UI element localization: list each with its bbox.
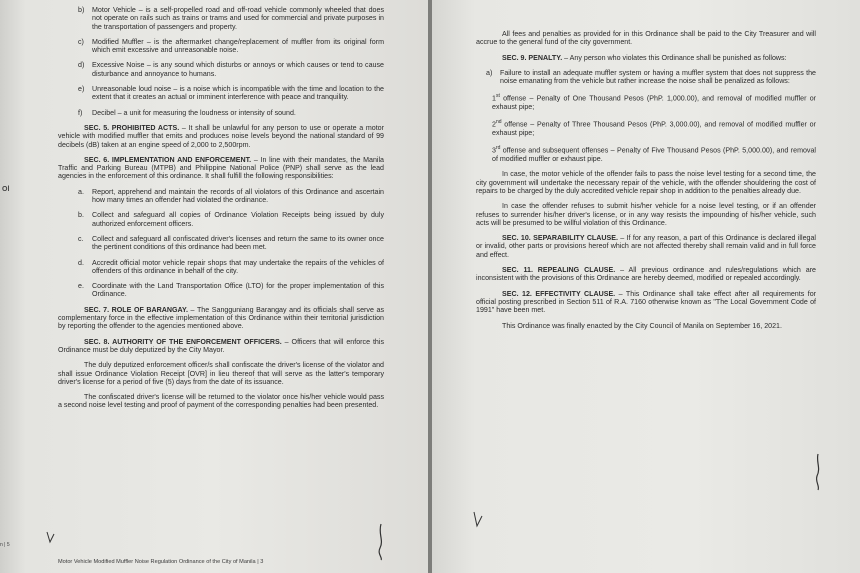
offense-text: offense and subsequent offenses – Penalty of Five Thousand Pesos (PhP. 5,000.00), and removal of modified muffler or exhaust pipe. <box>492 146 816 164</box>
case-paragraph-2: In case the offender refuses to submit his/her vehicle for a noise level testing, or if an offender refuses to surrender his/her driver's license, or in any way resists the impounding of his/her vehicle, such acts will be presumed to be willful violation of this Ordinance. <box>476 202 816 227</box>
responsibility-item-text: Collect and safeguard all confiscated driver's licenses and return the same to its owner once the pertinent conditions of this ordinance had been met. <box>92 234 384 252</box>
offense-penalty <box>492 144 816 163</box>
sec11-heading: SEC. 11. REPEALING CLAUSE. <box>502 266 616 275</box>
responsibility-item-text: Coordinate with the Land Transportation Office (LTO) for the proper implementation of this Ordinance. <box>92 282 384 299</box>
definition-item-label: c) <box>78 37 84 46</box>
sec6-text: – In line with their mandates, the Manila Traffic and Parking Bureau (MTPB) and Philippine National Police (PNP) shall serve as the lead agencies in the enforcement of this ordinance. It shall fulfill the following responsibilities: <box>58 155 384 181</box>
offense-ordinal-suffix: st <box>495 93 500 100</box>
definition-item <box>78 109 384 117</box>
sec9-paragraph <box>476 54 816 62</box>
definition-item <box>78 6 384 31</box>
definition-item-label: f) <box>78 108 83 117</box>
offense-ordinal: 2 <box>492 120 496 129</box>
fees-paragraph: All fees and penalties as provided for in this Ordinance shall be paid to the City Treasurer and will accrue to the general fund of the city government. <box>476 30 816 47</box>
page-edge-number: n | 5 <box>0 542 10 548</box>
responsibility-item-text: Collect and safeguard all copies of Ordinance Violation Receipts being issued by duly authorized enforcement officers. <box>92 211 384 228</box>
responsibility-item <box>78 211 384 228</box>
sec5-heading: SEC. 5. PROHIBITED ACTS. <box>84 123 180 132</box>
offense-penalty <box>492 92 816 111</box>
responsibility-item-label: a. <box>78 187 84 196</box>
definition-item-label: d) <box>78 61 85 70</box>
sec8-paragraph-2: The duly deputized enforcement officer/s shall confiscate the driver's license of the violator and shall issue Ordinance Violation Receipt [OVR] in lieu thereof that will serve as the latter's temporary driver's license for a period of five (5) days from the date of its issuance. <box>58 361 384 386</box>
sec9-heading: SEC. 9. PENALTY. <box>502 53 563 62</box>
definitions-list <box>58 6 384 117</box>
offense-text: offense – Penalty of Three Thousand Pesos (PhP. 3,000.00), and removal of modified muffler or exhaust pipe; <box>492 120 816 138</box>
offense-list <box>476 92 816 163</box>
offense-text: offense – Penalty of One Thousand Pesos (PhP. 1,000.00), and removal of modified muffler or exhaust pipe; <box>492 94 816 112</box>
enactment-paragraph: This Ordinance was finally enacted by the City Council of Manila on September 16, 2021. <box>502 321 782 330</box>
sec7-paragraph <box>58 306 384 331</box>
responsibility-item-label: b. <box>78 211 84 220</box>
signature-mark-right <box>470 508 486 532</box>
definition-item <box>78 85 384 102</box>
sec6-heading: SEC. 6. IMPLEMENTATION AND ENFORCEMENT. <box>84 155 252 164</box>
sec8-paragraph <box>58 338 384 355</box>
definition-item-text: Excessive Noise – is any sound which disturbs or annoys or which causes or tend to cause disturbance and annoyance to humans. <box>92 61 384 78</box>
offense-penalty <box>492 118 816 137</box>
sec11-text: – All previous ordinance and rules/regulations which are inconsistent with the provisions of this Ordinance are hereby deemed, modified or repealed accordingly. <box>476 266 816 283</box>
page-edge-mark: Ol <box>2 186 10 193</box>
sec10-paragraph <box>476 234 816 259</box>
item-label: a) <box>486 68 493 77</box>
responsibility-item-label: c. <box>78 234 84 243</box>
responsibility-item-text: Accredit official motor vehicle repair shops that may undertake the repairs of the vehicles of offenders of this ordinance in behalf of the city. <box>92 258 384 275</box>
offense-ordinal-suffix: rd <box>495 145 501 152</box>
definition-item-text: Unreasonable loud noise – is a noise which is incompatible with the time and location to the extent that it creates an actual or imminent interference with peace and tranquility. <box>92 85 384 102</box>
sec10-heading: SEC. 10. SEPARABILITY CLAUSE. <box>502 234 618 243</box>
case-paragraph-1: In case, the motor vehicle of the offender fails to pass the noise level testing for a second time, the city government will undertake the necessary repair of the vehicle, with the offender shouldering the cost of repairs to be charged by the duly accredited vehicle repair shop in addition to the penalties already due. <box>476 170 816 195</box>
definition-item-label: b) <box>78 6 85 14</box>
responsibility-item-label: d. <box>78 258 84 267</box>
responsibility-item-label: e. <box>78 282 84 291</box>
sec6-paragraph <box>58 156 384 181</box>
definition-item-text: Decibel – a unit for measuring the loudness or intensity of sound. <box>92 108 296 117</box>
signature-initial-left <box>372 522 390 562</box>
sec12-heading: SEC. 12. EFFECTIVITY CLAUSE. <box>502 289 616 298</box>
page-footer: Motor Vehicle Modified Muffler Noise Regulation Ordinance of the City of Manila | 3 <box>58 559 264 565</box>
responsibility-item-text: Report, apprehend and maintain the records of all violators of this Ordinance and ascertain how many times an offender had violated the ordinance. <box>92 187 384 205</box>
sec6-responsibilities <box>58 188 384 299</box>
sec8-text: – Officers that will enforce this Ordinance must be duly deputized by the City Mayor. <box>58 337 384 354</box>
sec12-paragraph <box>476 290 816 315</box>
offense-ordinal: 3 <box>492 146 496 155</box>
sec7-text: – The Sangguniang Barangay and its officials shall serve as complementary force in the effective implementation of this Ordinance within their territorial jurisdiction by reporting the offender to the agencies mentioned above. <box>58 305 384 331</box>
signature-initial-right <box>808 452 828 492</box>
sec12-text: – This Ordinance shall take effect after all requirements for official posting prescribed in Section 511 of R.A. 7160 otherwise known as "The Local Government Code of 1991" have been met. <box>476 289 817 315</box>
right-page <box>432 0 860 573</box>
sec7-heading: SEC. 7. ROLE OF BARANGAY. <box>84 305 188 314</box>
sec8-heading: SEC. 8. AUTHORITY OF THE ENFORCEMENT OFFICERS. <box>84 337 282 346</box>
sec8-paragraph-3: The confiscated driver's license will be returned to the violator once his/her vehicle would pass a second noise level testing and proof of payment of the corresponding penalties had been presented. <box>58 393 384 410</box>
definition-item-text: Modified Muffler – is the aftermarket change/replacement of muffler from its original form which emit excessive and unreasonable noise. <box>92 37 384 55</box>
definition-item <box>78 38 384 55</box>
responsibility-item <box>78 259 384 276</box>
responsibility-item <box>78 188 384 205</box>
sec9-item-a <box>476 69 816 86</box>
sec11-paragraph <box>476 266 816 283</box>
item-text: Failure to install an adequate muffler system or having a muffler system that does not suppress the noise emanating from the vehicle but rather increase the noise shall be penalized as follows: <box>500 68 816 86</box>
left-page <box>0 0 428 573</box>
sec5-paragraph <box>58 124 384 149</box>
definition-item <box>78 61 384 78</box>
sec10-text: – If for any reason, a part of this Ordinance is declared illegal or invalid, other parts or provisions hereof which are not affected thereby shall remain valid and in full force and effect. <box>476 234 816 259</box>
definition-item-text: Motor Vehicle – is a self-propelled road and off-road vehicle commonly wheeled that does not operate on rails such as trains or trams and used for commercial and private purposes in the transportation of passengers and property. <box>92 6 384 31</box>
offense-ordinal-suffix: nd <box>495 119 502 126</box>
sec9-text: – Any person who violates this Ordinance shall be punished as follows: <box>562 53 787 62</box>
signature-mark-left <box>44 528 58 548</box>
sec5-text: – It shall be unlawful for any person to use or operate a motor vehicle with modified muffler that emits and produces noise levels beyond the national standard of 99 decibels (dB) taken at an engine speed of 2,000 to 2,500rpm. <box>58 123 384 149</box>
definition-item-label: e) <box>78 85 85 94</box>
offense-ordinal: 1 <box>492 94 496 103</box>
responsibility-item <box>78 282 384 299</box>
responsibility-item <box>78 235 384 252</box>
